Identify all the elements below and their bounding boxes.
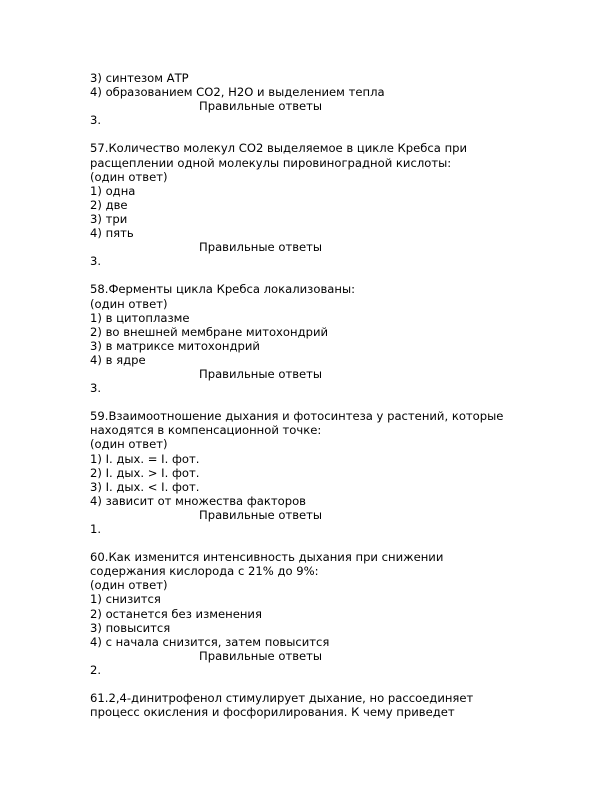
answer-label: Правильные ответы [199,240,323,255]
answer-value: 3. [90,113,102,128]
question-title: находятся в компенсационной точке: [90,423,322,438]
question-57 [90,141,570,268]
option: 4) пять [90,226,134,241]
question-title: 61.2,4-динитрофенол стимулирует дыхание, но рассоединяет [90,691,474,706]
question-title: 59.Взаимоотношение дыхания и фотосинтеза у растений, которые [90,409,504,424]
question-59 [90,409,570,536]
answer-label: Правильные ответы [199,507,323,522]
question-title: расщеплении одной молекулы пировиноградной кислоты: [90,155,452,170]
question-title: процесс окисления и фосфорилирования. К чему приведет [90,705,455,720]
question-61 [90,691,570,719]
answer-value: 3. [90,254,102,269]
option: 1) одна [90,183,136,198]
answer-value: 2. [90,662,102,677]
question-title: 60.Как изменится интенсивность дыхания при снижении [90,550,444,565]
answer-label: Правильные ответы [199,99,323,114]
option: 3) I. дых. < I. фот. [90,479,200,494]
answer-value: 1. [90,522,102,536]
option: 1) в цитоплазме [90,310,190,325]
option: 1) I. дых. = I. фот. [90,451,200,466]
question-fragment [90,71,570,127]
option: 4) зависит от множества факторов [90,493,307,508]
answer-label: Правильные ответы [199,648,323,663]
option: 3) три [90,211,128,226]
option: 4) с начала снизится, затем повысится [90,634,330,649]
question-60 [90,550,570,677]
option: 2) останется без изменения [90,606,262,621]
document-content [90,71,570,733]
question-mode: (один ответ) [90,437,168,452]
question-mode: (один ответ) [90,296,168,311]
question-mode: (один ответ) [90,169,168,184]
option: 1) снизится [90,592,161,607]
answer-value: 3. [90,381,102,396]
option: 3) повысится [90,620,171,635]
question-58 [90,282,570,395]
question-title: 57.Количество молекул СО2 выделяемое в цикле Кребса при [90,141,468,156]
option: 4) образованием СО2, Н2О и выделением тепла [90,85,385,100]
option: 4) в ядре [90,352,146,367]
option: 2) во внешней мембране митохондрий [90,324,329,339]
option: 3) в матриксе митохондрий [90,338,260,353]
option: 3) синтезом АТР [90,71,189,85]
option: 2) I. дых. > I. фот. [90,465,200,480]
answer-label: Правильные ответы [199,366,323,381]
question-mode: (один ответ) [90,578,168,593]
question-title: 58.Ферменты цикла Кребса локализованы: [90,282,356,297]
option: 2) две [90,197,128,212]
question-title: содержания кислорода с 21% до 9%: [90,564,319,579]
